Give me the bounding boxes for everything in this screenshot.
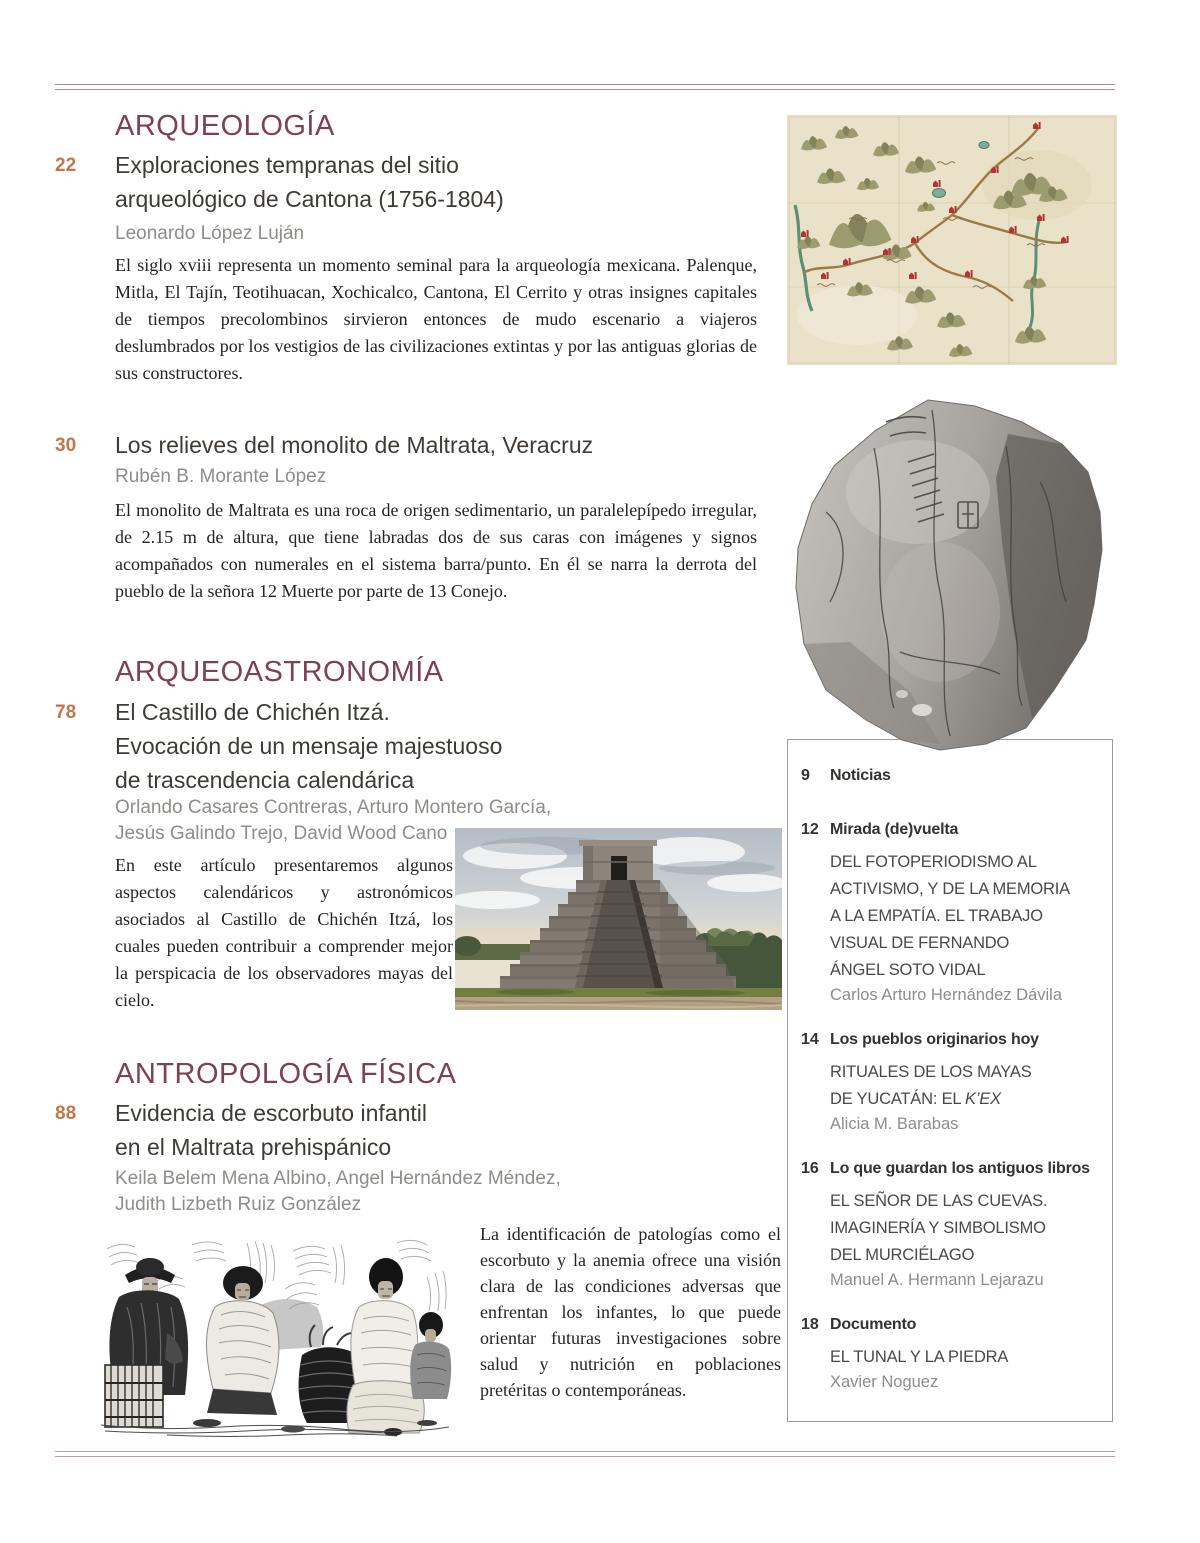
section-heading: ARQUEOASTRONOMÍA [115, 656, 444, 688]
toc-label: Mirada (de)vuelta [830, 821, 959, 838]
toc-number: 14 [801, 1031, 819, 1048]
toc-article [830, 849, 1100, 1005]
top-rule [55, 84, 1115, 90]
bottom-rule [55, 1451, 1115, 1457]
article-title: Los relieves del monolito de Maltrata, Veracruz [115, 432, 594, 458]
article-authors: Rubén B. Morante López [115, 466, 327, 487]
toc-number: 16 [801, 1160, 819, 1177]
toc-article-title: RITUALES DE LOS MAYAS DE YUCATÁN: EL K’EX [830, 1063, 1032, 1108]
article-authors: Orlando Casares Contreras, Arturo Montero García, Jesús Galindo Trejo, David Wood Cano [115, 797, 552, 844]
toc-article-author: Alicia M. Barabas [830, 1115, 959, 1133]
toc-article [830, 1344, 1100, 1392]
article-summary: En este artículo presentaremos algunos aspectos calendáricos y astronómicos asociados al Castillo de Chichén Itzá, los cuales pueden contribuir a comprender mejor la perspicacia de los observadores mayas del cielo. [115, 855, 453, 1010]
toc-entry [801, 1160, 1100, 1178]
page-number: 30 [55, 435, 77, 456]
pyramid-figure [455, 828, 782, 1010]
article-authors: Leonardo López Luján [115, 223, 305, 244]
article-title: Evidencia de escorbuto infantil en el Maltrata prehispánico [115, 1100, 427, 1160]
toc-article-title: EL SEÑOR DE LAS CUEVAS. IMAGINERÍA Y SIMBOLISMO DEL MURCIÉLAGO [830, 1192, 1048, 1264]
toc-entry [801, 767, 1100, 785]
toc-label: Lo que guardan los antiguos libros [830, 1160, 1090, 1177]
section-heading: ARQUEOLOGÍA [115, 110, 335, 142]
toc-article-author: Carlos Arturo Hernández Dávila [830, 986, 1063, 1004]
article-summary: La identificación de patologías como el escorbuto y la anemia ofrece una visión clara de las condiciones adversas que enfrentan los infantes, lo que puede orientar futuras investigaciones sobre salud y nutrición en poblaciones pretéritas o contemporáneas. [480, 1224, 781, 1400]
section-heading: ANTROPOLOGÍA FÍSICA [115, 1058, 457, 1090]
toc-label: Noticias [830, 767, 891, 784]
contents-box [787, 739, 1113, 1422]
toc-label: Documento [830, 1316, 917, 1333]
toc-entry [801, 1031, 1100, 1049]
monolith-figure [790, 392, 1115, 757]
article-summary: El monolito de Maltrata es una roca de origen sedimentario, un paralelepípedo irregular, de 2.15 m de altura, que tiene labradas dos de sus caras con imágenes y signos acompañados con numerales en el sistema barra/punto. En él se narra la derrota del pueblo de la señora 12 Muerte por parte de 13 Conejo. [115, 500, 757, 601]
toc-article-title: EL TUNAL Y LA PIEDRA [830, 1348, 1009, 1366]
page-number: 22 [55, 155, 77, 176]
toc-article [830, 1059, 1100, 1134]
article-authors: Keila Belem Mena Albino, Angel Hernández Méndez, Judith Lizbeth Ruiz González [115, 1168, 561, 1215]
toc-number: 9 [801, 767, 810, 784]
toc-article-author: Manuel A. Hermann Lejarazu [830, 1271, 1044, 1289]
toc-article-author: Xavier Noguez [830, 1373, 939, 1391]
historic-map-figure [787, 115, 1117, 365]
toc-label: Los pueblos originarios hoy [830, 1031, 1039, 1048]
toc-number: 12 [801, 821, 819, 838]
page-number: 88 [55, 1103, 77, 1124]
toc-number: 18 [801, 1316, 819, 1333]
toc-entry [801, 821, 1100, 839]
toc-entry [801, 1316, 1100, 1334]
page-number: 78 [55, 702, 77, 723]
article-title: El Castillo de Chichén Itzá. Evocación de un mensaje majestuoso de trascendencia calendárica [115, 699, 503, 793]
toc-article [830, 1188, 1100, 1290]
toc-article-title: DEL FOTOPERIODISMO AL ACTIVISMO, Y DE LA MEMORIA A LA EMPATÍA. EL TRABAJO VISUAL DE FERNANDO ÁNGEL SOTO VIDAL [830, 853, 1070, 979]
toc-title-italic: K’EX [965, 1090, 1001, 1108]
engraving-figure [97, 1237, 454, 1439]
article-title: Exploraciones tempranas del sitio arqueológico de Cantona (1756-1804) [115, 152, 504, 212]
article-summary: El siglo xviii representa un momento seminal para la arqueología mexicana. Palenque, Mitla, El Tajín, Teotihuacan, Xochicalco, Cantona, El Cerrito y otras insignes capitales de tiempos precolombinos sirvieron entonces de mudo escenario a viajeros deslumbrados por los vestigios de las civilizaciones extintas y por las antiguas glorias de sus constructores. [115, 255, 757, 383]
